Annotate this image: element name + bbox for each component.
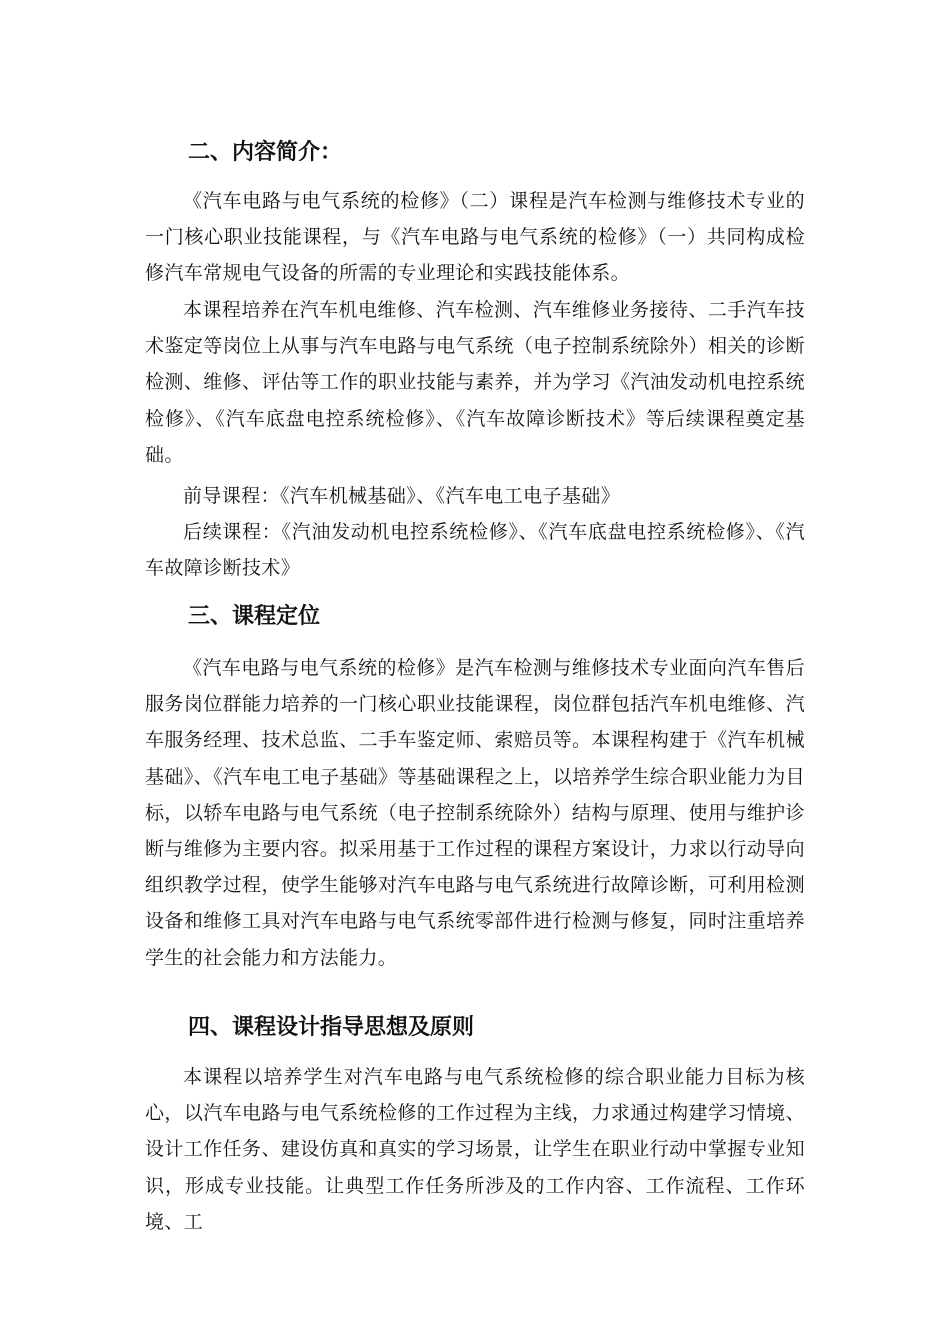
section-heading-content-intro: 二、内容简介： bbox=[188, 140, 343, 165]
paragraph-prerequisite-courses: 前导课程：《汽车机械基础》、《汽车电工电子基础》 bbox=[183, 485, 621, 507]
paragraph-course-positioning: 《汽车电路与电气系统的检修》是汽车检测与维修技术专业面向汽车售后服务岗位群能力培养的一门核心职业技能课程，岗位群包括汽车机电维修、汽车服务经理、技术总监、二手车鉴定师、索赔员等。本课程构建于《汽车机械基础》、《汽车电工电子基础》等基础课程之上，以培养学生综合职业能力为目标，以轿车电路与电气系统（电子控制系统除外）结构与原理、使用与维护诊断与维修为主要内容。拟采用基于工作过程的课程方案设计，力求以行动导向组织教学过程，使学生能够对汽车电路与电气系统进行故障诊断，可利用检测设备和维修工具对汽车电路与电气系统零部件进行检测与修复，同时注重培养学生的社会能力和方法能力。 bbox=[145, 657, 806, 969]
section-heading-design-principles: 四、课程设计指导思想及原则 bbox=[188, 1015, 475, 1040]
paragraph-course-overview: 《汽车电路与电气系统的检修》（二）课程是汽车检测与维修技术专业的一门核心职业技能课程，与《汽车电路与电气系统的检修》（一）共同构成检修汽车常规电气设备的所需的专业理论和实践技能体系。 bbox=[145, 190, 805, 285]
paragraph-follow-up-courses: 后续课程：《汽油发动机电控系统检修》、《汽车底盘电控系统检修》、《汽车故障诊断技术》 bbox=[145, 521, 805, 580]
paragraph-design-principles: 本课程以培养学生对汽车电路与电气系统检修的综合职业能力目标为核心，以汽车电路与电气系统检修的工作过程为主线，力求通过构建学习情境、设计工作任务、建设仿真和真实的学习场景，让学生在职业行动中掌握专业知识，形成专业技能。让典型工作任务所涉及的工作内容、工作流程、工作环境、工 bbox=[145, 1066, 805, 1233]
section-heading-course-positioning: 三、课程定位 bbox=[188, 604, 321, 629]
paragraph-course-training: 本课程培养在汽车机电维修、汽车检测、汽车维修业务接待、二手汽车技术鉴定等岗位上从事与汽车电路与电气系统（电子控制系统除外）相关的诊断检测、维修、评估等工作的职业技能与素养，并为学习《汽油发动机电控系统检修》、《汽车底盘电控系统检修》、《汽车故障诊断技术》等后续课程奠定基础。 bbox=[145, 299, 805, 466]
